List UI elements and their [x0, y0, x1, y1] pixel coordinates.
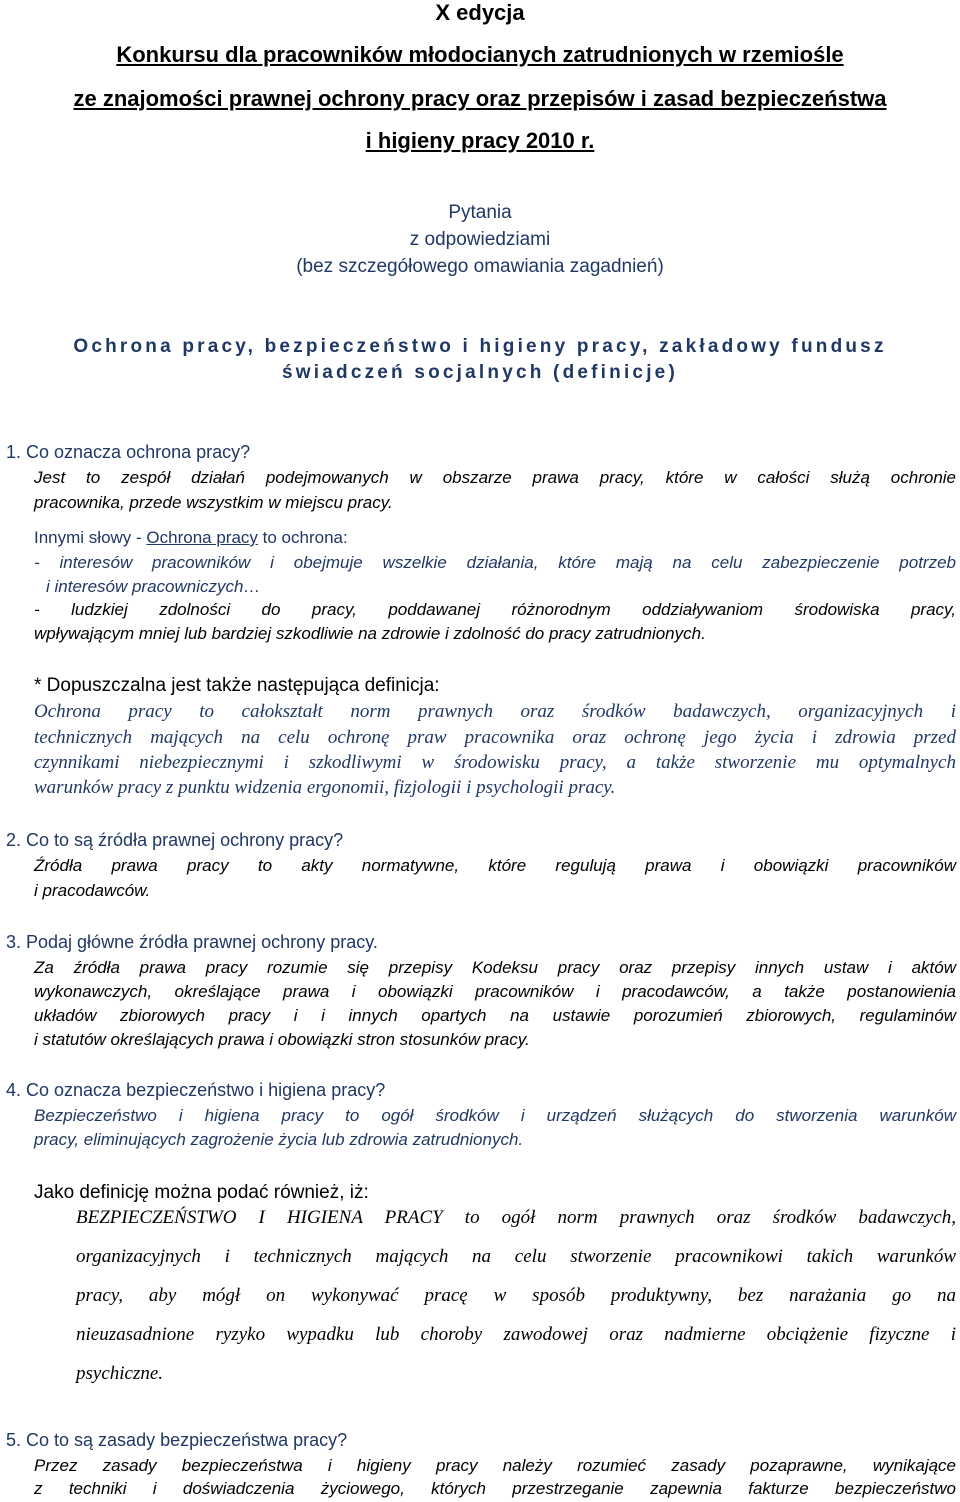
question-2: 2. Co to są źródła prawnej ochrony pracy?	[6, 830, 344, 850]
other-words-suffix: to ochrona:	[257, 528, 348, 547]
answer-3-line-3: układów zbiorowych pracy i i innych opartych na ustawie porozumień zbiorowych, regulaminów	[34, 1006, 956, 1025]
alt-definition-line-3: czynnikami niebezpiecznymi i szkodliwymi w środowisku pracy, a także stworzenie mu optymalnych	[34, 752, 956, 773]
title-line-3: i higieny pracy 2010 r.	[365, 128, 595, 153]
alt-definition-4-line-5: psychiczne.	[76, 1363, 164, 1384]
section-heading-line-2: świadczeń socjalnych (definicje)	[282, 362, 678, 383]
subtitle-line-1: Pytania	[448, 202, 512, 223]
subtitle-line-3: (bez szczegółowego omawiania zagadnień)	[296, 256, 664, 277]
alt-definition-4-line-4: nieuzasadnione ryzyko wypadku lub choroby zawodowej oraz nadmierne obciążenie fizyczne i	[76, 1324, 956, 1345]
answer-3-line-4: i statutów określających prawa i obowiązki stron stosunków pracy.	[34, 1030, 530, 1049]
question-5: 5. Co to są zasady bezpieczeństwa pracy?	[6, 1430, 348, 1450]
other-words-line	[34, 528, 348, 548]
title-line-2: ze znajomości prawnej ochrony pracy oraz przepisów i zasad bezpieczeństwa	[73, 86, 887, 111]
bullet-2-line-1: - ludzkiej zdolności do pracy, poddawanej różnorodnym oddziaływaniom środowiska pracy,	[34, 600, 956, 619]
bullet-1-line-2: i interesów pracowniczych…	[46, 577, 261, 596]
ochrona-pracy-link[interactable]: Ochrona pracy	[146, 528, 258, 547]
answer-1-line-2: pracownika, przede wszystkim w miejscu pracy.	[34, 493, 393, 512]
bullet-1-line-1: - interesów pracowników i obejmuje wszelkie działania, które mają na celu zabezpieczenie potrzeb	[34, 553, 956, 572]
answer-2-line-1: Źródła prawa pracy to akty normatywne, które regulują prawa i obowiązki pracowników	[34, 856, 956, 875]
alt-definition-line-1: Ochrona pracy to całokształt norm prawnych oraz środków badawczych, organizacyjnych i	[34, 701, 956, 722]
answer-5-line-2: z techniki i doświadczenia życiowego, których przestrzeganie zapewnia fakturze bezpieczeństwo	[34, 1479, 956, 1498]
subtitle-line-2: z odpowiedziami	[409, 229, 551, 250]
answer-4-line-2: pracy, eliminujących zagrożenie życia lub zdrowia zatrudnionych.	[34, 1130, 524, 1149]
other-words-prefix: Innymi słowy -	[34, 528, 147, 547]
question-4: 4. Co oznacza bezpieczeństwo i higiena pracy?	[6, 1080, 386, 1100]
section-heading-line-1: Ochrona pracy, bezpieczeństwo i higieny pracy, zakładowy fundusz	[73, 336, 887, 357]
title-line-1: Konkursu dla pracowników młodocianych zatrudnionych w rzemiośle	[116, 42, 844, 67]
answer-4-line-1: Bezpieczeństwo i higiena pracy to ogół środków i urządzeń służących do stworzenia warunków	[34, 1106, 956, 1125]
question-1: 1. Co oznacza ochrona pracy?	[6, 442, 251, 462]
alt-definition-intro: * Dopuszczalna jest także następująca definicja:	[34, 675, 440, 696]
alt-definition-4-line-2: organizacyjnych i technicznych mających na celu stworzenie pracownikowi takich warunków	[76, 1246, 956, 1267]
question-3: 3. Podaj główne źródła prawnej ochrony pracy.	[6, 932, 378, 952]
answer-5-line-1: Przez zasady bezpieczeństwa i higieny pracy należy rozumieć zasady pozaprawne, wynikające	[34, 1456, 956, 1475]
alt-definition-4-intro: Jako definicję można podać również, iż:	[34, 1182, 369, 1203]
alt-definition-line-2: technicznych mających na celu ochronę praw pracownika oraz ochronę jego życia i zdrowia przed	[34, 727, 956, 748]
answer-2-line-2: i pracodawców.	[34, 881, 151, 900]
alt-definition-4-line-1: BEZPIECZEŃSTWO I HIGIENA PRACY to ogół norm prawnych oraz środków badawczych,	[76, 1207, 956, 1228]
bullet-2-line-2: wpływającym mniej lub bardziej szkodliwie na zdrowie i zdolność do pracy zatrudnionych.	[34, 624, 706, 643]
answer-1-line-1: Jest to zespół działań podejmowanych w obszarze prawa pracy, które w całości służą ochronie	[34, 468, 956, 487]
edition-heading: X edycja	[435, 0, 525, 25]
alt-definition-4-line-3: pracy, aby mógł on wykonywać pracę w sposób produktywny, bez narażania go na	[76, 1285, 956, 1306]
answer-3-line-2: wykonawczych, określające prawa i obowiązki pracowników i pracodawców, a także postanowienia	[34, 982, 956, 1001]
answer-3-line-1: Za źródła prawa pracy rozumie się przepisy Kodeksu pracy oraz przepisy innych ustaw i aktów	[34, 958, 956, 977]
alt-definition-line-4: warunków pracy z punktu widzenia ergonomii, fizjologii i psychologii pracy.	[34, 777, 616, 798]
